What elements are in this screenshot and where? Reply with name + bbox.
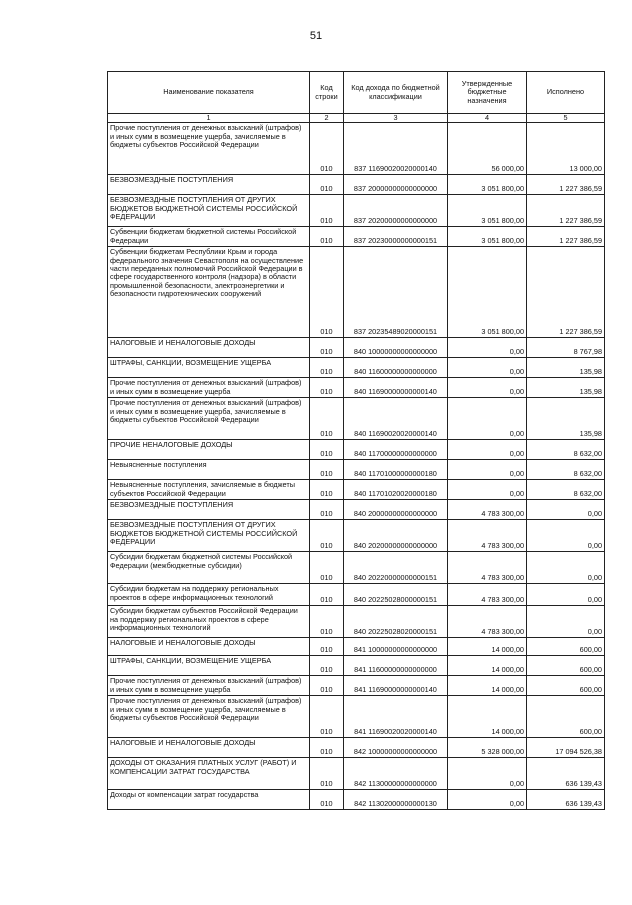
row-approved-cell: 4 783 300,00 <box>448 520 527 552</box>
row-code-cell: 010 <box>310 175 344 195</box>
column-number-row <box>108 114 605 123</box>
row-code-cell: 010 <box>310 123 344 175</box>
row-name-cell: БЕЗВОЗМЕЗДНЫЕ ПОСТУПЛЕНИЯ <box>108 175 310 195</box>
row-executed-cell: 600,00 <box>527 656 605 676</box>
row-name-cell: Невыясненные поступления, зачисляемые в бюджеты субъектов Российской Федерации <box>108 480 310 500</box>
row-executed-cell: 636 139,43 <box>527 790 605 810</box>
row-name-cell: БЕЗВОЗМЕЗДНЫЕ ПОСТУПЛЕНИЯ <box>108 500 310 520</box>
row-executed-cell: 0,00 <box>527 606 605 638</box>
row-code-cell: 010 <box>310 758 344 790</box>
row-name-cell: Прочие поступления от денежных взысканий (штрафов) и иных сумм в возмещение ущерба <box>108 378 310 398</box>
table-row <box>108 520 605 552</box>
column-header-executed: Исполнено <box>527 72 605 114</box>
row-kbk-cell: 840 11701020020000180 <box>344 480 448 500</box>
table-row <box>108 440 605 460</box>
row-executed-cell: 1 227 386,59 <box>527 227 605 247</box>
row-code-cell: 010 <box>310 440 344 460</box>
table-row <box>108 480 605 500</box>
row-approved-cell: 0,00 <box>448 790 527 810</box>
row-approved-cell: 3 051 800,00 <box>448 227 527 247</box>
row-kbk-cell: 840 11700000000000000 <box>344 440 448 460</box>
row-code-cell: 010 <box>310 606 344 638</box>
row-kbk-cell: 840 11690020020000140 <box>344 398 448 440</box>
row-name-cell: Прочие поступления от денежных взысканий (штрафов) и иных сумм в возмещение ущерба, зачисляемые в бюджеты субъектов Российской Федерации <box>108 398 310 440</box>
table-row <box>108 338 605 358</box>
column-header-code: Код строки <box>310 72 344 114</box>
table-row <box>108 175 605 195</box>
table-row <box>108 606 605 638</box>
row-approved-cell: 0,00 <box>448 460 527 480</box>
row-approved-cell: 0,00 <box>448 398 527 440</box>
table-row <box>108 758 605 790</box>
row-kbk-cell: 837 20200000000000000 <box>344 195 448 227</box>
row-kbk-cell: 840 11690000000000140 <box>344 378 448 398</box>
row-approved-cell: 56 000,00 <box>448 123 527 175</box>
row-code-cell: 010 <box>310 195 344 227</box>
row-executed-cell: 636 139,43 <box>527 758 605 790</box>
budget-execution-table <box>107 71 605 810</box>
row-code-cell: 010 <box>310 378 344 398</box>
column-number: 1 <box>108 114 310 123</box>
column-header-kbk: Код дохода по бюджетной классификации <box>344 72 448 114</box>
table-row <box>108 676 605 696</box>
table-body <box>108 123 605 810</box>
row-executed-cell: 8 767,98 <box>527 338 605 358</box>
row-code-cell: 010 <box>310 638 344 656</box>
table-row <box>108 195 605 227</box>
row-code-cell: 010 <box>310 520 344 552</box>
row-name-cell: Субсидии бюджетам субъектов Российской Федерации на поддержку региональных проектов в сфере информационных технологий <box>108 606 310 638</box>
table-header-row <box>108 72 605 114</box>
row-name-cell: Прочие поступления от денежных взысканий (штрафов) и иных сумм в возмещение ущерба, зачисляемые в бюджеты субъектов Российской Федерации <box>108 696 310 738</box>
row-code-cell: 010 <box>310 552 344 584</box>
row-approved-cell: 3 051 800,00 <box>448 195 527 227</box>
row-code-cell: 010 <box>310 247 344 338</box>
row-code-cell: 010 <box>310 584 344 606</box>
table-row <box>108 500 605 520</box>
row-executed-cell: 8 632,00 <box>527 460 605 480</box>
column-header-name: Наименование показателя <box>108 72 310 114</box>
row-approved-cell: 3 051 800,00 <box>448 247 527 338</box>
table-row <box>108 584 605 606</box>
row-kbk-cell: 837 20230000000000151 <box>344 227 448 247</box>
row-kbk-cell: 842 11300000000000000 <box>344 758 448 790</box>
column-number: 5 <box>527 114 605 123</box>
row-kbk-cell: 840 20220000000000151 <box>344 552 448 584</box>
row-executed-cell: 600,00 <box>527 638 605 656</box>
row-name-cell: НАЛОГОВЫЕ И НЕНАЛОГОВЫЕ ДОХОДЫ <box>108 638 310 656</box>
row-approved-cell: 4 783 300,00 <box>448 584 527 606</box>
row-code-cell: 010 <box>310 500 344 520</box>
row-kbk-cell: 840 20200000000000000 <box>344 520 448 552</box>
row-executed-cell: 0,00 <box>527 520 605 552</box>
row-code-cell: 010 <box>310 790 344 810</box>
row-code-cell: 010 <box>310 398 344 440</box>
row-approved-cell: 14 000,00 <box>448 638 527 656</box>
row-approved-cell: 0,00 <box>448 480 527 500</box>
row-name-cell: Прочие поступления от денежных взысканий (штрафов) и иных сумм в возмещение ущерба <box>108 676 310 696</box>
row-name-cell: БЕЗВОЗМЕЗДНЫЕ ПОСТУПЛЕНИЯ ОТ ДРУГИХ БЮДЖЕТОВ БЮДЖЕТНОЙ СИСТЕМЫ РОССИЙСКОЙ ФЕДЕРАЦИИ <box>108 520 310 552</box>
table-row <box>108 638 605 656</box>
row-name-cell: Субсидии бюджетам бюджетной системы Российской Федерации (межбюджетные субсидии) <box>108 552 310 584</box>
table-row <box>108 552 605 584</box>
row-kbk-cell: 837 20000000000000000 <box>344 175 448 195</box>
row-code-cell: 010 <box>310 676 344 696</box>
row-kbk-cell: 840 20000000000000000 <box>344 500 448 520</box>
table-row <box>108 123 605 175</box>
row-code-cell: 010 <box>310 480 344 500</box>
row-kbk-cell: 840 20225028000000151 <box>344 584 448 606</box>
row-approved-cell: 0,00 <box>448 358 527 378</box>
table-row <box>108 790 605 810</box>
row-executed-cell: 1 227 386,59 <box>527 195 605 227</box>
row-kbk-cell: 841 11690020020000140 <box>344 696 448 738</box>
row-name-cell: ШТРАФЫ, САНКЦИИ, ВОЗМЕЩЕНИЕ УЩЕРБА <box>108 358 310 378</box>
row-executed-cell: 0,00 <box>527 500 605 520</box>
row-approved-cell: 3 051 800,00 <box>448 175 527 195</box>
row-approved-cell: 0,00 <box>448 378 527 398</box>
row-kbk-cell: 840 11701000000000180 <box>344 460 448 480</box>
row-approved-cell: 14 000,00 <box>448 676 527 696</box>
row-kbk-cell: 840 11600000000000000 <box>344 358 448 378</box>
row-code-cell: 010 <box>310 738 344 758</box>
row-name-cell: НАЛОГОВЫЕ И НЕНАЛОГОВЫЕ ДОХОДЫ <box>108 338 310 358</box>
row-kbk-cell: 837 11690020020000140 <box>344 123 448 175</box>
row-code-cell: 010 <box>310 227 344 247</box>
row-approved-cell: 0,00 <box>448 758 527 790</box>
column-number: 4 <box>448 114 527 123</box>
table-row <box>108 378 605 398</box>
row-kbk-cell: 840 20225028020000151 <box>344 606 448 638</box>
row-name-cell: БЕЗВОЗМЕЗДНЫЕ ПОСТУПЛЕНИЯ ОТ ДРУГИХ БЮДЖЕТОВ БЮДЖЕТНОЙ СИСТЕМЫ РОССИЙСКОЙ ФЕДЕРАЦИИ <box>108 195 310 227</box>
row-executed-cell: 135,98 <box>527 398 605 440</box>
row-kbk-cell: 842 11302000000000130 <box>344 790 448 810</box>
row-name-cell: ПРОЧИЕ НЕНАЛОГОВЫЕ ДОХОДЫ <box>108 440 310 460</box>
column-number: 3 <box>344 114 448 123</box>
row-name-cell: ДОХОДЫ ОТ ОКАЗАНИЯ ПЛАТНЫХ УСЛУГ (РАБОТ) И КОМПЕНСАЦИИ ЗАТРАТ ГОСУДАРСТВА <box>108 758 310 790</box>
row-executed-cell: 17 094 526,38 <box>527 738 605 758</box>
row-name-cell: Субсидии бюджетам на поддержку региональных проектов в сфере информационных технологий <box>108 584 310 606</box>
row-approved-cell: 5 328 000,00 <box>448 738 527 758</box>
row-executed-cell: 0,00 <box>527 584 605 606</box>
row-executed-cell: 13 000,00 <box>527 123 605 175</box>
row-approved-cell: 4 783 300,00 <box>448 606 527 638</box>
table-row <box>108 656 605 676</box>
row-code-cell: 010 <box>310 656 344 676</box>
row-approved-cell: 14 000,00 <box>448 696 527 738</box>
row-kbk-cell: 841 10000000000000000 <box>344 638 448 656</box>
row-approved-cell: 0,00 <box>448 440 527 460</box>
row-approved-cell: 4 783 300,00 <box>448 552 527 584</box>
row-approved-cell: 14 000,00 <box>448 656 527 676</box>
table-row <box>108 696 605 738</box>
row-name-cell: Прочие поступления от денежных взысканий (штрафов) и иных сумм в возмещение ущерба, зачисляемые в бюджеты субъектов Российской Федерации <box>108 123 310 175</box>
row-name-cell: ШТРАФЫ, САНКЦИИ, ВОЗМЕЩЕНИЕ УЩЕРБА <box>108 656 310 676</box>
row-name-cell: Доходы от компенсации затрат государства <box>108 790 310 810</box>
row-kbk-cell: 837 20235489020000151 <box>344 247 448 338</box>
row-code-cell: 010 <box>310 696 344 738</box>
row-approved-cell: 0,00 <box>448 338 527 358</box>
table-row <box>108 460 605 480</box>
table-row <box>108 358 605 378</box>
row-approved-cell: 4 783 300,00 <box>448 500 527 520</box>
row-name-cell: Субвенции бюджетам бюджетной системы Российской Федерации <box>108 227 310 247</box>
row-name-cell: Невыясненные поступления <box>108 460 310 480</box>
row-executed-cell: 600,00 <box>527 696 605 738</box>
row-kbk-cell: 840 10000000000000000 <box>344 338 448 358</box>
row-code-cell: 010 <box>310 358 344 378</box>
row-executed-cell: 600,00 <box>527 676 605 696</box>
table-row <box>108 738 605 758</box>
page-number: 51 <box>309 30 323 42</box>
row-kbk-cell: 841 11690000000000140 <box>344 676 448 696</box>
row-executed-cell: 8 632,00 <box>527 480 605 500</box>
row-kbk-cell: 842 10000000000000000 <box>344 738 448 758</box>
row-code-cell: 010 <box>310 460 344 480</box>
row-executed-cell: 1 227 386,59 <box>527 247 605 338</box>
row-name-cell: НАЛОГОВЫЕ И НЕНАЛОГОВЫЕ ДОХОДЫ <box>108 738 310 758</box>
row-executed-cell: 0,00 <box>527 552 605 584</box>
row-executed-cell: 135,98 <box>527 358 605 378</box>
table-row <box>108 398 605 440</box>
table-row <box>108 247 605 338</box>
row-name-cell: Субвенции бюджетам Республики Крым и города федерального значения Севастополя на осуществление части переданных полномочий Российской Федерации в сфере государственного контроля (надзора) в области промышленной безопасности, электроэнергетики и безопасности гидротехнических сооружений <box>108 247 310 338</box>
row-executed-cell: 135,98 <box>527 378 605 398</box>
row-executed-cell: 1 227 386,59 <box>527 175 605 195</box>
column-header-approved: Утвержденные бюджетные назначения <box>448 72 527 114</box>
row-code-cell: 010 <box>310 338 344 358</box>
column-number: 2 <box>310 114 344 123</box>
row-kbk-cell: 841 11600000000000000 <box>344 656 448 676</box>
table-row <box>108 227 605 247</box>
row-executed-cell: 8 632,00 <box>527 440 605 460</box>
